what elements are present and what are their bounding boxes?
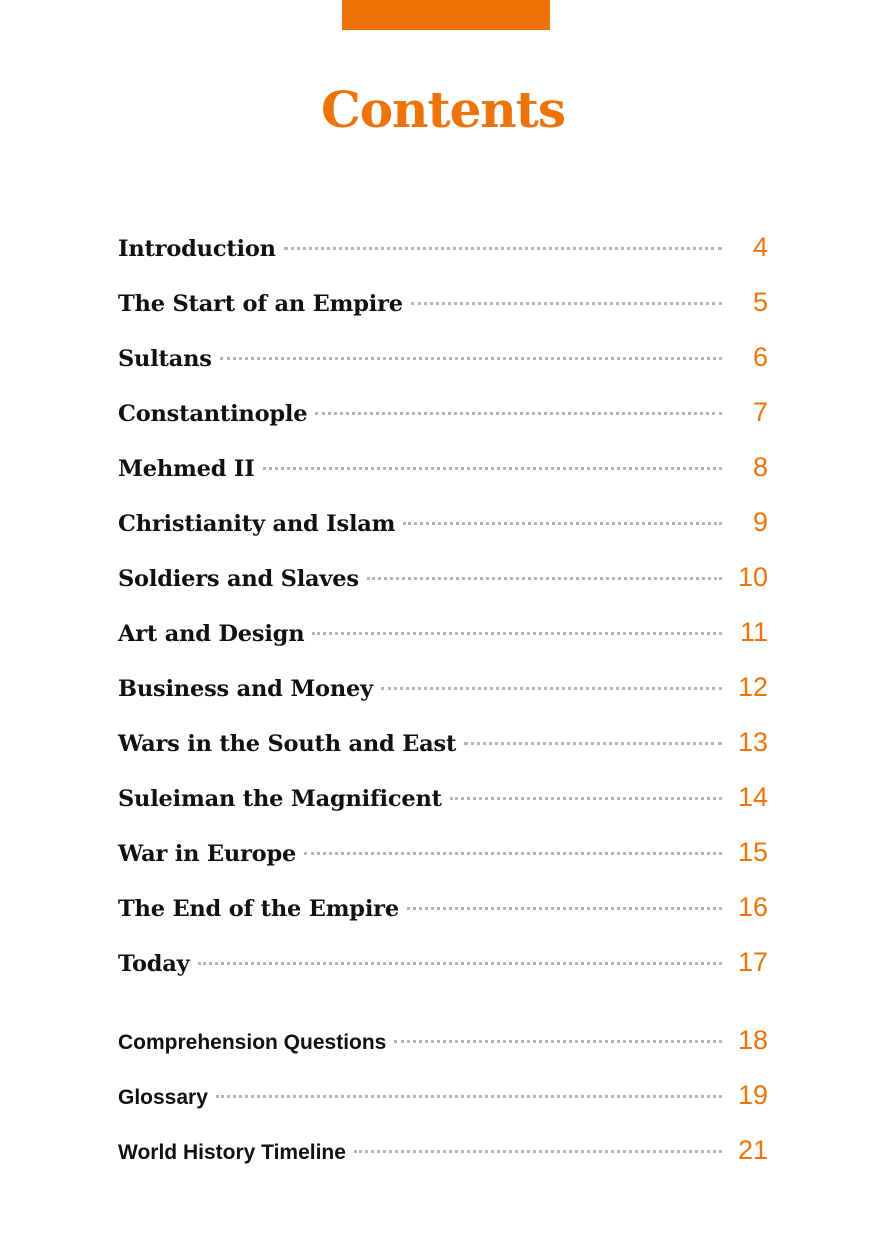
toc-entry-page: 5 bbox=[752, 287, 768, 317]
toc-entry-page: 8 bbox=[752, 452, 768, 482]
toc-entry-suleiman[interactable] bbox=[118, 782, 768, 818]
toc-entry-title: Constantinople bbox=[118, 401, 308, 427]
leader-dots bbox=[354, 1150, 722, 1153]
toc-entry-end-of-empire[interactable] bbox=[118, 892, 768, 928]
toc-entry-title: The End of the Empire bbox=[118, 896, 399, 922]
toc-entry-title: Glossary bbox=[118, 1086, 208, 1109]
toc-entry-title: Comprehension Questions bbox=[118, 1031, 387, 1054]
toc-entry-page: 16 bbox=[737, 892, 768, 922]
toc-entry-page: 18 bbox=[737, 1025, 768, 1055]
toc-entry-title: Introduction bbox=[118, 236, 276, 262]
toc-entry-wars-south-east[interactable] bbox=[118, 727, 768, 763]
toc-entry-title: Sultans bbox=[118, 346, 212, 372]
leader-dots bbox=[411, 302, 722, 305]
toc-entry-comprehension-questions[interactable] bbox=[118, 1025, 768, 1061]
leader-dots bbox=[367, 577, 722, 580]
toc-entry-mehmed-ii[interactable] bbox=[118, 452, 768, 488]
toc-entry-page: 11 bbox=[739, 617, 768, 647]
toc-entry-title: Business and Money bbox=[118, 676, 373, 702]
leader-dots bbox=[304, 852, 722, 855]
toc-entry-start-of-empire[interactable] bbox=[118, 287, 768, 323]
leader-dots bbox=[315, 412, 722, 415]
leader-dots bbox=[216, 1095, 722, 1098]
toc-entry-glossary[interactable] bbox=[118, 1080, 768, 1116]
toc-entry-world-history-timeline[interactable] bbox=[118, 1135, 768, 1171]
toc-entry-page: 4 bbox=[752, 232, 768, 262]
toc-entry-page: 12 bbox=[737, 672, 768, 702]
toc-entry-today[interactable] bbox=[118, 947, 768, 983]
toc-entry-title: Today bbox=[118, 951, 190, 977]
toc-entry-christianity-islam[interactable] bbox=[118, 507, 768, 543]
toc-entry-page: 17 bbox=[737, 947, 768, 977]
leader-dots bbox=[407, 907, 722, 910]
leader-dots bbox=[220, 357, 722, 360]
toc-entry-title: Christianity and Islam bbox=[118, 511, 396, 537]
leader-dots bbox=[464, 742, 722, 745]
toc-entry-constantinople[interactable] bbox=[118, 397, 768, 433]
toc-entry-soldiers-slaves[interactable] bbox=[118, 562, 768, 598]
leader-dots bbox=[403, 522, 722, 525]
toc-entry-page: 15 bbox=[737, 837, 768, 867]
leader-dots bbox=[394, 1040, 722, 1043]
toc-entry-introduction[interactable] bbox=[118, 232, 768, 268]
toc-entry-page: 21 bbox=[737, 1135, 768, 1165]
toc-entry-page: 7 bbox=[752, 397, 768, 427]
toc-entry-title: Soldiers and Slaves bbox=[118, 566, 359, 592]
toc-entry-title: War in Europe bbox=[118, 841, 297, 867]
top-accent-bar bbox=[342, 0, 550, 30]
toc-entry-war-in-europe[interactable] bbox=[118, 837, 768, 873]
toc-entry-title: Wars in the South and East bbox=[118, 731, 457, 757]
leader-dots bbox=[284, 247, 722, 250]
toc-entry-page: 6 bbox=[752, 342, 768, 372]
toc-entry-business-money[interactable] bbox=[118, 672, 768, 708]
toc-entry-title: Art and Design bbox=[118, 621, 305, 647]
toc-entry-title: Suleiman the Magnificent bbox=[118, 786, 442, 812]
toc-entry-page: 14 bbox=[737, 782, 768, 812]
toc-entry-sultans[interactable] bbox=[118, 342, 768, 378]
toc-entry-page: 10 bbox=[737, 562, 768, 592]
toc-entry-art-design[interactable] bbox=[118, 617, 768, 653]
leader-dots bbox=[263, 467, 722, 470]
toc-entry-title: World History Timeline bbox=[118, 1141, 346, 1164]
leader-dots bbox=[198, 962, 722, 965]
toc-entry-page: 9 bbox=[752, 507, 768, 537]
toc-entry-page: 13 bbox=[737, 727, 768, 757]
page-title: Contents bbox=[320, 80, 565, 139]
toc-entry-title: The Start of an Empire bbox=[118, 291, 403, 317]
leader-dots bbox=[381, 687, 722, 690]
toc-entry-page: 19 bbox=[737, 1080, 768, 1110]
leader-dots bbox=[312, 632, 722, 635]
toc-entry-title: Mehmed II bbox=[118, 456, 255, 482]
leader-dots bbox=[450, 797, 722, 800]
